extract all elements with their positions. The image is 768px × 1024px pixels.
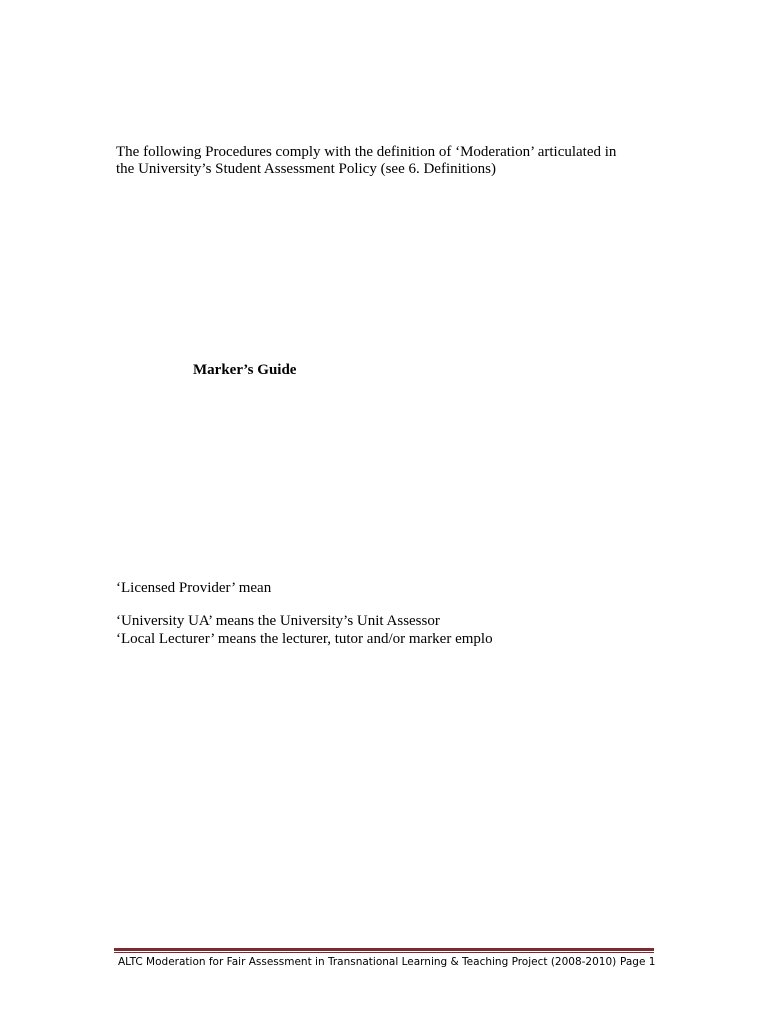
definition-local-lecturer: ‘Local Lecturer’ means the lecturer, tutor and/or marker emplo bbox=[116, 631, 493, 647]
section-heading: Marker’s Guide bbox=[193, 362, 297, 378]
intro-line-1: The following Procedures comply with the definition of ‘Moderation’ articulated in bbox=[116, 144, 617, 160]
footer-project-title: ALTC Moderation for Fair Assessment in Transnational Learning & Teaching Project (2008-2010) bbox=[118, 956, 617, 968]
footer-rule-thin bbox=[114, 952, 654, 953]
footer-rule bbox=[114, 948, 654, 951]
footer-page-number: Page 1 bbox=[620, 956, 656, 968]
definition-university-ua: ‘University UA’ means the University’s Unit Assessor bbox=[116, 613, 440, 629]
intro-line-2: the University’s Student Assessment Policy (see 6. Definitions) bbox=[116, 161, 496, 177]
definition-licensed-provider: ‘Licensed Provider’ mean bbox=[116, 580, 272, 596]
intro-paragraph bbox=[116, 144, 616, 178]
